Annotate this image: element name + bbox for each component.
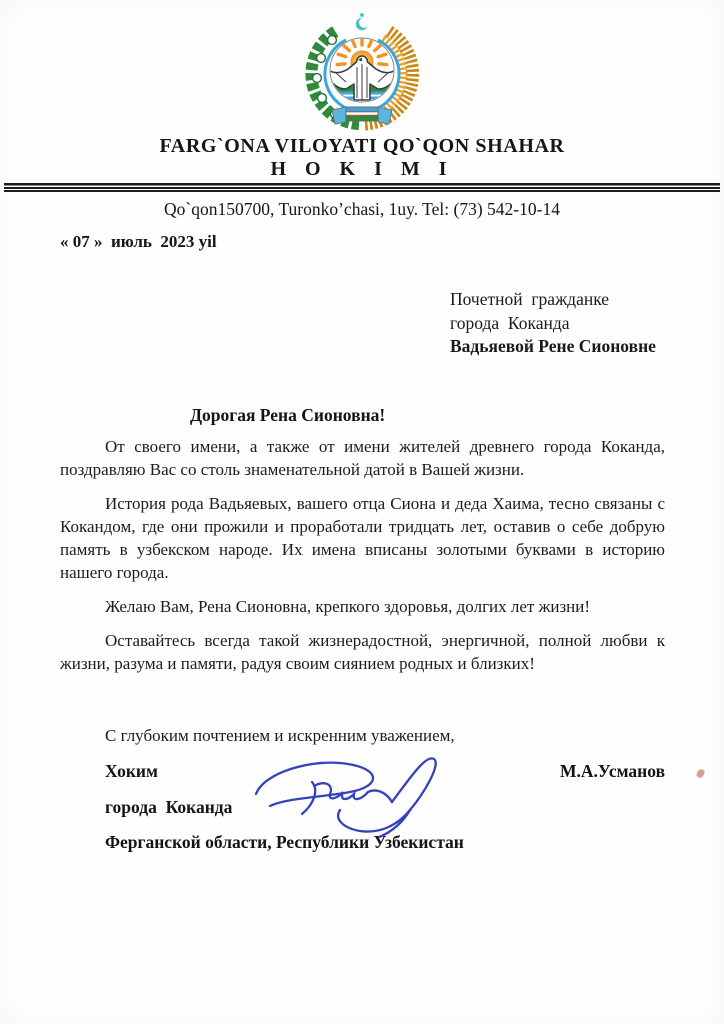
signer-title-line1: Хоким (105, 761, 158, 781)
date-line: « 07 » июль 2023 yil (60, 232, 217, 251)
letterhead-org-title: H O K I M I (270, 158, 454, 180)
recipient-block (450, 288, 656, 359)
scan-speck (695, 768, 705, 779)
letterhead-org-name: FARG`ONA VILOYATI QO`QON SHAHAR (159, 135, 565, 157)
flag-ribbon-icon (332, 107, 392, 124)
uzbekistan-emblem (302, 12, 422, 134)
signer-title-line3: Ферганской области, Республики Узбекистан (105, 832, 464, 852)
body-paragraph: История рода Вадьяевых, вашего отца Сиона и деда Хаима, тесно связаны с Кокандом, где они прожили и проработали тридцать лет, оставив о себе добрую память в узбекском народе. Их имена вписаны золотыми буквами в историю нашего города. (60, 494, 665, 582)
recipient-honorific: Почетной гражданке (450, 289, 610, 309)
body-paragraph: От своего имени, а также от имени жителей древнего города Коканда, поздравляю Вас со столь знаменательной датой в Вашей жизни. (60, 437, 665, 479)
signer-title-line2: города Коканда (105, 797, 233, 817)
signer-name: М.А.Усманов (560, 761, 666, 781)
letterhead-address: Qo`qon150700, Turonko’chasi, 1uy. Tel: (73) 542-10-14 (164, 199, 560, 219)
salutation: Дорогая Рена Сионовна! (190, 405, 386, 425)
valediction: С глубоким почтением и искренним уважением, (105, 726, 455, 745)
crescent-star-icon (356, 13, 370, 30)
signature-autograph (242, 742, 460, 838)
letterhead-divider (4, 183, 720, 192)
recipient-name: Вадьяевой Рене Сионовне (450, 336, 656, 356)
body-paragraph: Желаю Вам, Рена Сионовна, крепкого здоровья, долгих лет жизни! (105, 597, 591, 616)
letter-body (60, 435, 665, 686)
uzbekistan-emblem-icon (302, 12, 422, 134)
recipient-city: города Коканда (450, 312, 570, 333)
body-paragraph: Оставайтесь всегда такой жизнерадостной, энергичной, полной любви к жизни, разума и памяти, радуя своим сиянием родных и близких! (60, 631, 665, 673)
